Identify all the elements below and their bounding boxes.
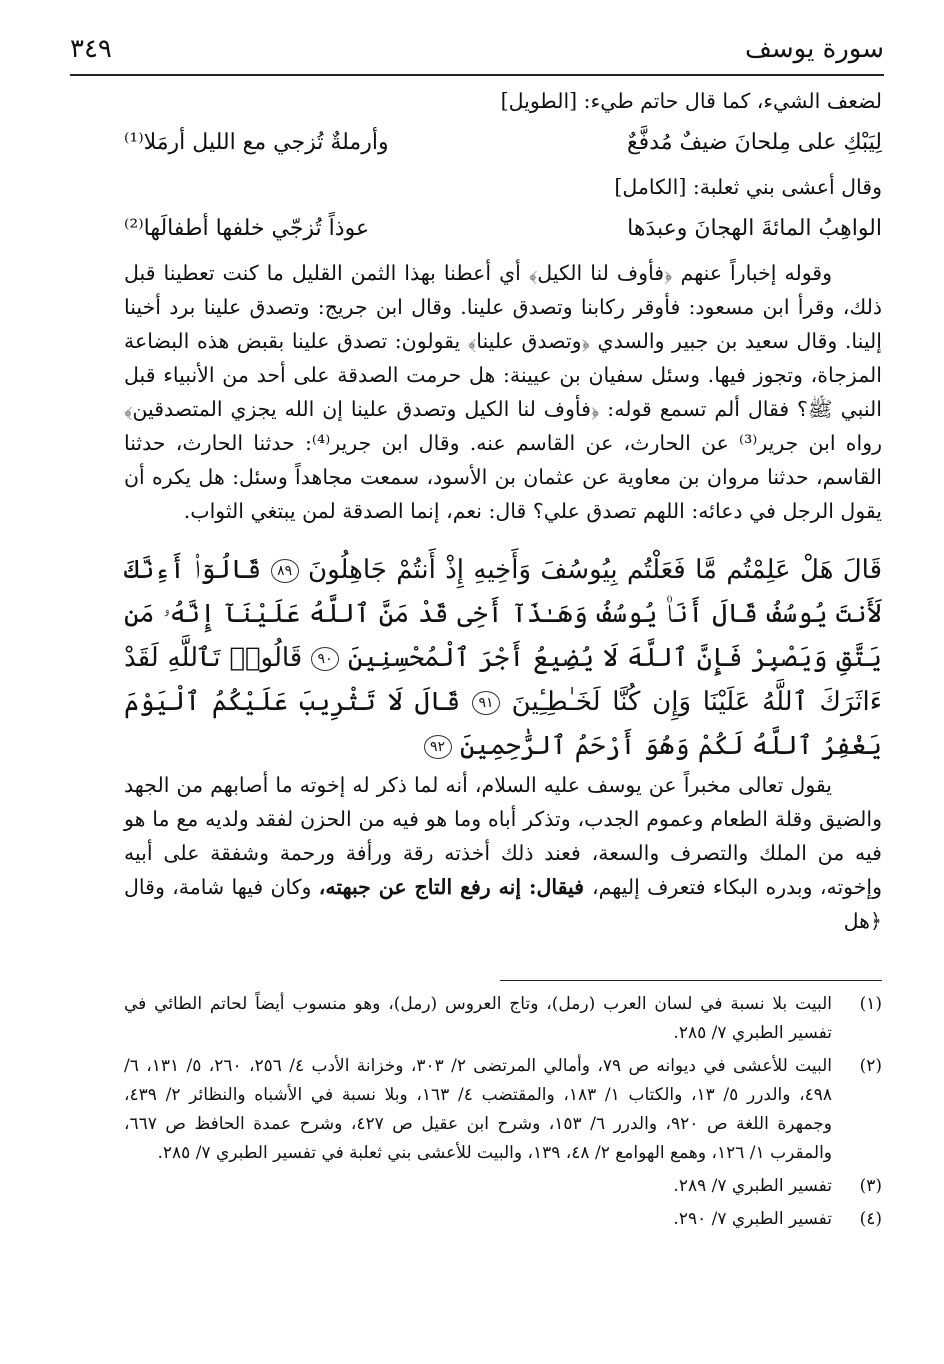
commentary-paragraph-1: وقوله إخباراً عنهم ﴿فأوف لنا الكيل﴾ أي أعطنا بهذا الثمن القليل ما كنت تعطينا قبل ذلك، وقرأ ابن مسعود: فأوقر ركابنا وتصدق علينا. وقال ابن جريج: وتصدق علينا برد أخينا إلينا. وقال سعيد بن جبير والسدي ﴿وتصدق علينا﴾ يقولون: تصدق علينا بقبض هذه البضاعة المزجاة، وتجوز فيها. وسئل سفيان بن عيينة: هل حرمت الصدقة على أحد من الأنبياء قبل النبي ﷺ؟ فقال ألم تسمع قوله: ﴿فأوف لنا الكيل وتصدق علينا إن الله يجزي المتصدقين﴾ رواه ابن جرير⁽³⁾ عن الحارث، عن القاسم عنه. وقال ابن جرير⁽⁴⁾: حدثنا الحارث، حدثنا القاسم، حدثنا مروان بن معاوية عن عثمان بن الأسود، سمعت مجاهداً وسئل: هل يكره أن يقول الرجل في دعائه: اللهم تصدق علي؟ قال: نعم، إنما الصدقة لمن يبتغي الثواب. — [124, 261, 883, 523]
footnotes — [124, 990, 882, 1234]
intro-line-2: وقال أعشى بني ثعلبة: [الكامل] — [614, 175, 882, 199]
ayah-91: قَالُوا۟ تَٱللَّهِ لَقَدْ ءَاثَرَكَ ٱللَّهُ عَلَيْنَا وَإِن كُنَّا لَخَـٰطِـِٔينَ — [124, 643, 882, 717]
verse-2-second-hemistich: عوذاً تُزجّي خلفها أطفالَها⁽²⁾ — [124, 216, 370, 241]
page-number: ٣٤٩ — [70, 34, 112, 64]
footnote-text: تفسير الطبري ٧/ ٢٩٠. — [673, 1209, 832, 1229]
paragraph-2-bold: فيقال: إنه رفع التاج عن جبهته، — [318, 875, 592, 899]
page-header — [70, 28, 884, 68]
poem-verse-1 — [124, 118, 882, 170]
ayah-89: قَالَ هَلْ عَلِمْتُم مَّا فَعَلْتُم بِيُوسُفَ وَأَخِيهِ إِذْ أَنتُمْ جَاهِلُونَ — [308, 555, 883, 585]
verse-1-first-hemistich: لِيَبْكِ على مِلحانَ ضيفٌ مُدفَّعٌ — [626, 130, 882, 155]
footnote-number: (٢) — [859, 1056, 882, 1076]
verse-1-second-hemistich: وأرملةٌ تُزجي مع الليل أرمَلا⁽¹⁾ — [124, 130, 389, 155]
paragraph-2-end: وكان فيها شامة، وقال ﴿هل — [124, 875, 882, 933]
ayah-number-90: ٩٠ — [311, 647, 339, 671]
footnote-rule — [500, 980, 882, 981]
footnote-number: (١) — [859, 994, 882, 1014]
surah-title: سورة يوسف — [744, 34, 884, 64]
footnote-number: (٣) — [859, 1176, 882, 1196]
paragraph-2-start: يقول تعالى مخبراً عن يوسف عليه السلام، أنه لما ذكر له إخوته ما أصابهم من الجهد والضيق وقلة الطعام وعموم الجدب، وتذكر أباه وما هو فيه من الحزن لفقد ولديه مع ما هو فيه من الملك والتصرف والسعة، فعند ذلك أخذته رقة ورأفة ورحمة وشفقة على أبيه وإخوته، وبدره البكاء فتعرف إليهم، — [124, 773, 883, 899]
footnote — [124, 1052, 882, 1168]
verse-2-first-hemistich: الواهِبُ المائةَ الهجانَ وعبدَها — [627, 216, 882, 241]
header-rule — [70, 74, 884, 76]
ayah-number-91: ٩١ — [472, 691, 500, 715]
ayah-number-89: ٨٩ — [271, 559, 299, 583]
commentary-paragraph-2 — [124, 768, 882, 938]
ayah-92: قَالَ لَا تَثْرِيبَ عَلَيْكُمُ ٱلْيَوْمَ يَغْفِرُ ٱللَّهُ لَكُمْ وَهُوَ أَرْحَمُ ٱلرَّٰحِمِينَ — [124, 687, 882, 761]
ayah-90: قَالُوٓا۟ أَءِنَّكَ لَأَنتَ يُوسُفُ قَالَ أَنَا۠ يُوسُفُ وَهَـٰذَآ أَخِى قَدْ مَنَّ ٱللَّهُ عَلَيْنَآ إِنَّهُۥ مَن يَتَّقِ وَيَصْبِرْ فَإِنَّ ٱللَّهَ لَا يُضِيعُ أَجْرَ ٱلْمُحْسِنِينَ — [124, 555, 883, 673]
intro-line: لضعف الشيء، كما قال حاتم طيء: [الطويل] — [500, 89, 882, 113]
footnote — [124, 1172, 882, 1201]
footnote — [124, 1205, 882, 1234]
footnote-text: البيت للأعشى في ديوانه ص ٧٩، وأمالي المرتضى ٢/ ٣٠٣، وخزانة الأدب ٤/ ٢٥٦، ٢٦٠، ٥/ ١٣١، ٦/ ٤٩٨، والدرر ٥/ ١٣، والكتاب ١/ ١٨٣، والمقتضب ٤/ ١٦٣، وبلا نسبة في الأشباه والنظائر ٢/ ٤٣٩، وجمهرة اللغة ص ٩٢٠، والدرر ٦/ ١٥٣، وشرح ابن عقيل ص ٤٢٧، وشرح عمدة الحافظ ص ٦٦٧، والمقرب ١/ ١٢٦، وهمع الهوامع ٢/ ٤٨، ١٣٩، والبيت للأعشى بني ثعلبة في تفسير الطبري ٧/ ٢٨٥. — [124, 1056, 833, 1163]
ayah-number-92: ٩٢ — [424, 735, 452, 759]
footnote-text: البيت بلا نسبة في لسان العرب (رمل)، وتاج العروس (رمل)، وهو منسوب أيضاً لحاتم الطائي في تفسير الطبري ٧/ ٢٨٥. — [124, 994, 832, 1043]
main-text — [124, 84, 882, 938]
footnote — [124, 990, 882, 1048]
footnote-text: تفسير الطبري ٧/ ٢٨٩. — [673, 1176, 832, 1196]
footnote-number: (٤) — [859, 1209, 882, 1229]
quran-passage — [124, 548, 882, 768]
poem-verse-2 — [124, 204, 882, 256]
